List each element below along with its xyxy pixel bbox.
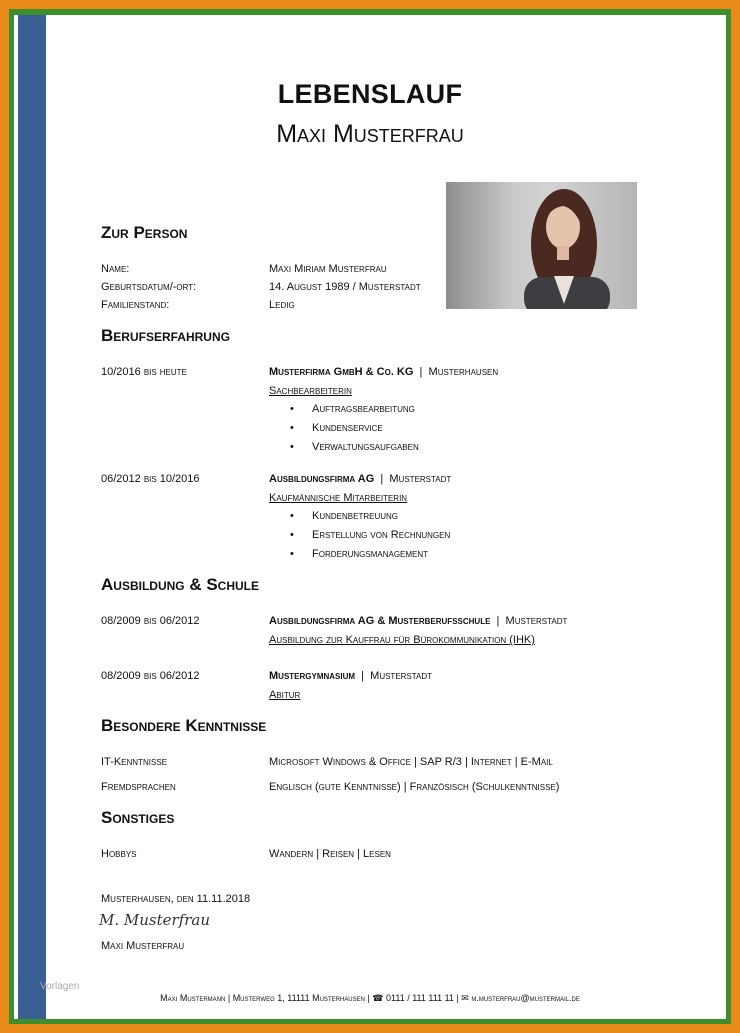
- edu-degree: Abitur: [269, 689, 301, 701]
- job-company: Musterfirma GmbH & Co. KG: [269, 366, 414, 378]
- job-task: Kundenservice: [312, 422, 383, 434]
- edu-institution: Mustergymnasium: [269, 670, 356, 682]
- edu-institution-line: Mustergymnasium | Musterstadt: [269, 670, 433, 682]
- place-date: Musterhausen, den 11.11.2018: [101, 893, 251, 905]
- footer: Maxi Mustermann | Musterweg 1, 11111 Musterhausen | ☎ 0111 / 111 111 11 | ✉ m.musterfrau@mustermail.de: [160, 993, 580, 1003]
- email-icon: ✉: [461, 993, 469, 1003]
- job-role: Kaufmännische Mitarbeiterin: [269, 492, 408, 504]
- closing-name: Maxi Musterfrau: [101, 940, 185, 952]
- job-employer-line: Musterfirma GmbH & Co. KG | Musterhausen: [269, 366, 499, 378]
- job-city: Musterstadt: [389, 473, 452, 485]
- footer-email: m.musterfrau@mustermail.de: [471, 993, 580, 1003]
- edu-institution-line: Ausbildungsfirma AG & Musterberufsschule | Musterstadt: [269, 615, 568, 627]
- edu-date: 08/2009 bis 06/2012: [101, 670, 200, 682]
- edu-city: Musterstadt: [370, 670, 433, 682]
- job-role: Sachbearbeiterin: [269, 385, 352, 397]
- job-date: 10/2016 bis heute: [101, 366, 187, 378]
- status-value: Ledig: [269, 299, 295, 311]
- languages-value: Englisch (gute Kenntnisse) | Französisch (Schulkenntnisse): [269, 781, 560, 793]
- section-heading-experience: Berufserfahrung: [101, 326, 230, 345]
- job-date: 06/2012 bis 10/2016: [101, 473, 200, 485]
- job-task: Auftragsbearbeitung: [312, 403, 415, 415]
- bullet-icon: •: [290, 441, 294, 453]
- footer-phone: 0111 / 111 111 11: [386, 993, 454, 1003]
- it-skills-label: IT-Kenntnisse: [101, 756, 167, 768]
- name-label: Name:: [101, 263, 130, 275]
- job-task: Verwaltungsaufgaben: [312, 441, 419, 453]
- job-employer-line: Ausbildungsfirma AG | Musterstadt: [269, 473, 452, 485]
- footer-address: Musterweg 1, 11111 Musterhausen: [232, 993, 365, 1003]
- languages-label: Fremdsprachen: [101, 781, 176, 793]
- applicant-photo: [446, 182, 637, 309]
- footer-name: Maxi Mustermann: [160, 993, 226, 1003]
- bullet-icon: •: [290, 510, 294, 522]
- job-task: Forderungsmanagement: [312, 548, 429, 560]
- signature: M. Musterfrau: [99, 911, 211, 929]
- hobbies-value: Wandern | Reisen | Lesen: [269, 848, 391, 860]
- job-task: Kundenbetreuung: [312, 510, 399, 522]
- section-heading-education: Ausbildung & Schule: [101, 575, 260, 594]
- bullet-icon: •: [290, 403, 294, 415]
- edu-city: Musterstadt: [505, 615, 568, 627]
- birth-value: 14. August 1989 / Musterstadt: [269, 281, 421, 293]
- edu-date: 08/2009 bis 06/2012: [101, 615, 200, 627]
- side-bar: [18, 15, 46, 1019]
- bullet-icon: •: [290, 548, 294, 560]
- phone-icon: ☎: [372, 993, 384, 1003]
- watermark-text: Vorlagen: [40, 981, 80, 992]
- edu-institution: Ausbildungsfirma AG & Musterberufsschule: [269, 615, 491, 627]
- bullet-icon: •: [290, 529, 294, 541]
- portrait-image: [446, 182, 637, 309]
- birth-label: Geburtsdatum/-ort:: [101, 281, 197, 293]
- job-company: Ausbildungsfirma AG: [269, 473, 375, 485]
- edu-degree: Ausbildung zur Kauffrau für Bürokommunikation (IHK): [269, 634, 535, 646]
- section-heading-misc: Sonstiges: [101, 808, 175, 827]
- job-city: Musterhausen: [428, 366, 499, 378]
- name-value: Maxi Miriam Musterfrau: [269, 263, 387, 275]
- status-label: Familienstand:: [101, 299, 170, 311]
- resume-page: [14, 15, 726, 1019]
- hobbies-label: Hobbys: [101, 848, 137, 860]
- section-heading-skills: Besondere Kenntnisse: [101, 716, 267, 735]
- document-title: LEBENSLAUF: [277, 79, 463, 109]
- bullet-icon: •: [290, 422, 294, 434]
- applicant-name: Maxi Musterfrau: [276, 120, 464, 148]
- section-heading-person: Zur Person: [101, 223, 188, 242]
- it-skills-value: Microsoft Windows & Office | SAP R/3 | Internet | E-Mail: [269, 756, 553, 768]
- job-task: Erstellung von Rechnungen: [312, 529, 451, 541]
